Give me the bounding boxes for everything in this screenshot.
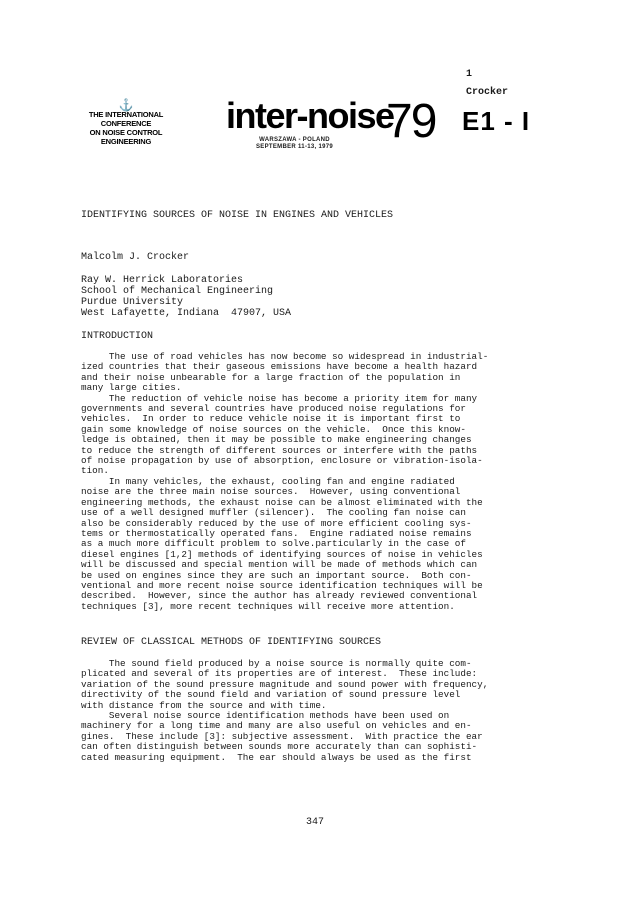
body-line: with distance from the source and with time.: [81, 699, 327, 711]
author-name: Malcolm J. Crocker: [81, 252, 190, 263]
conference-logo-line: ON NOISE CONTROL: [89, 128, 163, 137]
brand-place-date: SEPTEMBER 11-13, 1979: [256, 144, 334, 150]
conference-logo-line: ENGINEERING: [100, 137, 152, 146]
session-code: E1 - I: [462, 106, 531, 136]
affiliation-line: Ray W. Herrick Laboratories: [81, 275, 244, 286]
body-line: noise are the three main noise sources. However, using conventional: [81, 486, 461, 498]
body-line: governments and several countries have produced noise regulations for: [81, 403, 466, 415]
body-line: and their noise unbearable for a large fraction of the population in: [81, 371, 461, 383]
body-line: as a much more difficult problem to solve.particularly in the case of: [81, 538, 466, 550]
affiliation-line: School of Mechanical Engineering: [81, 286, 274, 297]
footer-page-number: 347: [306, 817, 325, 828]
affiliation: [81, 275, 291, 319]
body-line: The reduction of vehicle noise has become a priority item for many: [81, 392, 478, 404]
body-line: vehicles. In order to reduce vehicle noise it is important first to: [81, 413, 461, 425]
introduction-body: [81, 352, 551, 612]
body-line: many large cities.: [81, 382, 182, 394]
conference-logo-line: CONFERENCE: [100, 119, 152, 128]
header-author: Crocker: [466, 87, 509, 98]
body-line: machinery for a long time and many are also useful on vehicles and en-: [81, 720, 472, 732]
affiliation-line: West Lafayette, Indiana 47907, USA: [81, 308, 292, 319]
conference-logo: [80, 100, 172, 146]
body-line: Several noise source identification methods have been used on: [81, 710, 450, 722]
body-line: also be considerably reduced by the use of more efficient cooling sys-: [81, 517, 472, 529]
brand-place: [256, 137, 333, 151]
body-line: be used on engines since they are such an important source. Both con-: [81, 569, 472, 581]
affiliation-line: Purdue University: [81, 297, 184, 308]
body-line: described. However, since the author has already reviewed conventional: [81, 590, 478, 602]
body-line: use of a well designed muffler (silencer). The cooling fan noise can: [81, 507, 466, 519]
body-line: of noise propagation by use of absorption, enclosure or vibration-isola-: [81, 455, 483, 467]
brand-name: inter-noise: [226, 95, 394, 136]
body-line: diesel engines [1,2] methods of identifying sources of noise in vehicles: [81, 548, 483, 560]
body-line: tems or thermostatically operated fans. Engine radiated noise remains: [81, 527, 472, 539]
body-line: gain some knowledge of noise sources on the vehicle. Once this know-: [81, 423, 466, 435]
body-line: In many vehicles, the exhaust, cooling fan and engine radiated: [81, 475, 455, 487]
body-line: directivity of the sound field and variation of sound pressure level: [81, 689, 461, 701]
body-line: ledge is obtained, then it may be possible to make engineering changes: [81, 434, 472, 446]
section-heading-review: REVIEW OF CLASSICAL METHODS OF IDENTIFYING SOURCES: [81, 637, 382, 648]
body-line: tion.: [81, 465, 109, 477]
brand-year: 79: [386, 95, 436, 148]
body-line: gines. These include [3]: subjective assessment. With practice the ear: [81, 730, 483, 742]
body-line: to reduce the strength of different sources or interfere with the paths: [81, 444, 478, 456]
review-body: [81, 659, 551, 763]
anchor-icon: ⚓: [118, 98, 134, 112]
section-heading-introduction: INTRODUCTION: [81, 331, 154, 342]
conference-logo-line: THE INTERNATIONAL: [88, 110, 164, 119]
body-line: techniques [3], more recent techniques will receive more attention.: [81, 600, 455, 612]
body-line: engineering methods, the exhaust noise can be almost eliminated with the: [81, 496, 483, 508]
body-line: cated measuring equipment. The ear should always be used as the first: [81, 751, 472, 763]
body-line: plicated and several of its properties are of interest. These include:: [81, 668, 478, 680]
brand-place-city: WARSZAWA - POLAND: [259, 137, 330, 143]
header-page-number: 1: [466, 69, 473, 80]
body-line: ventional and more recent noise source identification techniques will be: [81, 579, 483, 591]
body-line: The use of road vehicles has now become so widespread in industrial-: [81, 351, 489, 362]
body-line: ized countries that their gaseous emissions have become a health hazard: [81, 361, 478, 373]
body-line: will be discussed and special mention will be made of methods which can: [81, 559, 478, 571]
paper-title: IDENTIFYING SOURCES OF NOISE IN ENGINES AND VEHICLES: [81, 210, 394, 221]
body-line: The sound field produced by a noise source is normally quite com-: [81, 658, 472, 669]
body-line: can often distinguish between sounds more accurately than can sophisti-: [81, 741, 478, 753]
body-line: variation of the sound pressure magnitude and sound power with frequency,: [81, 678, 489, 690]
